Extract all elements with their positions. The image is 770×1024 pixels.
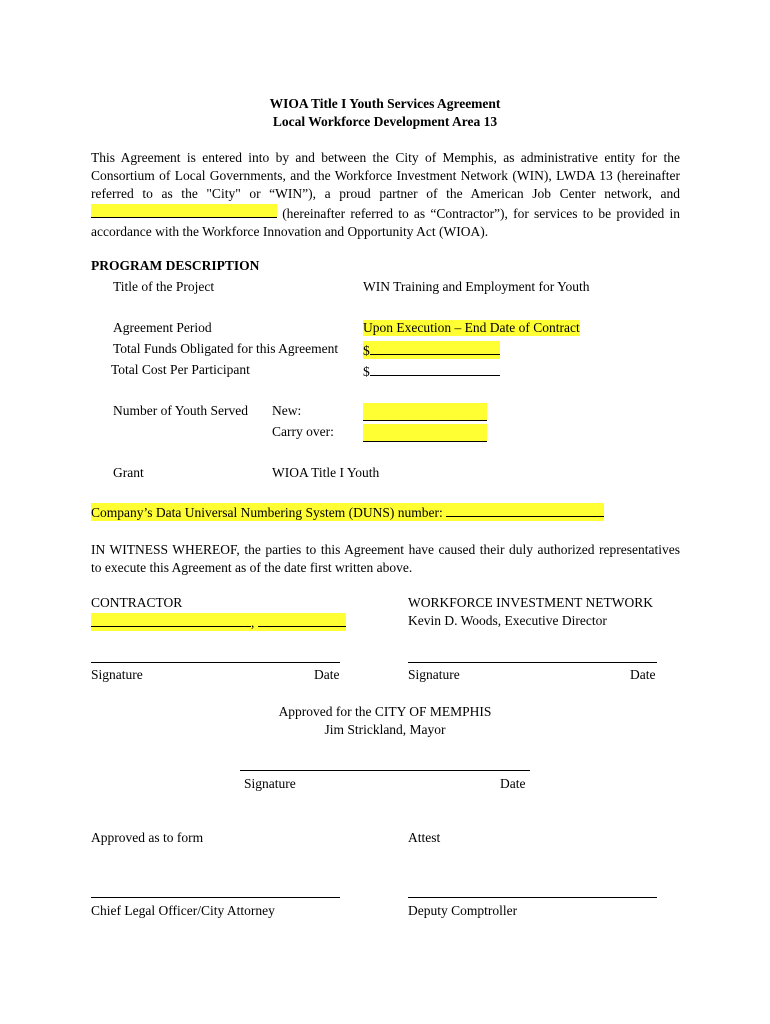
mayor-name: Jim Strickland, Mayor (324, 722, 446, 737)
total-funds-label: Total Funds Obligated for this Agreement (113, 341, 339, 356)
youth-new-label: New: (272, 403, 302, 418)
contractor-name-blank[interactable] (91, 204, 277, 218)
youth-served-label: Number of Youth Served (113, 403, 248, 418)
contractor-signer-title-blank[interactable] (258, 613, 346, 627)
contractor-heading: CONTRACTOR (91, 595, 183, 610)
cost-per-participant-currency: $ (363, 364, 370, 379)
contractor-date-label: Date (314, 667, 340, 682)
legal-signature-line[interactable] (91, 897, 340, 898)
agreement-period-value[interactable]: Upon Execution – End Date of Contract (363, 320, 580, 335)
mayor-signature-line[interactable] (240, 770, 530, 771)
witness-paragraph (91, 541, 680, 577)
intro-line: referred to as the "City" or “WIN”), a proud partner of the American Job Center network, and (91, 186, 680, 202)
mayor-signature-label: Signature (244, 776, 296, 791)
intro-line-contractor (91, 204, 680, 223)
city-approval: Approved for the CITY OF MEMPHIS (278, 704, 492, 719)
duns-label: Company’s Data Universal Numbering System (DUNS) number: (91, 505, 443, 520)
document-title: WIOA Title I Youth Services Agreement (269, 96, 501, 111)
intro-line: Consortium of Local Governments, and the Workforce Investment Network (WIN), LWDA 13 (hereinafter (91, 168, 680, 184)
win-heading: WORKFORCE INVESTMENT NETWORK (408, 595, 653, 610)
intro-line: This Agreement is entered into by and between the City of Memphis, as administrative entity for the (91, 150, 680, 165)
project-title-value: WIN Training and Employment for Youth (363, 279, 590, 294)
intro-line: accordance with the Workforce Innovation and Opportunity Act (WIOA). (91, 223, 489, 239)
intro-paragraph (91, 149, 680, 241)
win-signature-label: Signature (408, 667, 460, 682)
grant-value: WIOA Title I Youth (272, 465, 380, 480)
win-date-label: Date (630, 667, 656, 682)
contractor-comma: , (251, 615, 255, 630)
youth-carryover-blank[interactable] (363, 424, 487, 442)
deputy-comptroller-label: Deputy Comptroller (408, 903, 518, 918)
attest-label: Attest (408, 830, 441, 845)
witness-line: to execute this Agreement as of the date first written above. (91, 560, 413, 576)
cost-per-participant-label: Total Cost Per Participant (111, 362, 250, 377)
duns-blank[interactable] (446, 503, 604, 517)
cost-per-participant-blank[interactable] (370, 362, 500, 376)
youth-carryover-label: Carry over: (272, 424, 334, 439)
total-funds-blank[interactable] (370, 341, 500, 355)
chief-legal-officer-label: Chief Legal Officer/City Attorney (91, 903, 275, 918)
total-funds-field[interactable] (363, 341, 500, 359)
mayor-date-label: Date (500, 776, 526, 791)
program-heading: PROGRAM DESCRIPTION (91, 258, 260, 273)
contractor-signer-name-blank[interactable] (91, 613, 251, 627)
document-subtitle: Local Workforce Development Area 13 (272, 114, 498, 129)
total-funds-currency: $ (363, 343, 370, 358)
witness-line: IN WITNESS WHEREOF, the parties to this Agreement have caused their duly authorized representatives (91, 542, 680, 557)
win-signature-line[interactable] (408, 662, 657, 663)
cost-per-participant-field[interactable] (363, 362, 500, 380)
duns-field[interactable] (91, 503, 604, 521)
contractor-signature-label: Signature (91, 667, 143, 682)
agreement-period-label: Agreement Period (113, 320, 212, 335)
grant-label: Grant (113, 465, 144, 480)
win-signer: Kevin D. Woods, Executive Director (408, 613, 607, 628)
contractor-signer-field[interactable] (91, 613, 346, 631)
intro-line-contractor-text: (hereinafter referred to as “Contractor”), for services to be provided in (282, 205, 680, 221)
comptroller-signature-line[interactable] (408, 897, 657, 898)
contractor-signature-line[interactable] (91, 662, 340, 663)
youth-new-blank[interactable] (363, 403, 487, 421)
approved-as-to-form: Approved as to form (91, 830, 204, 845)
project-title-label: Title of the Project (113, 279, 215, 294)
